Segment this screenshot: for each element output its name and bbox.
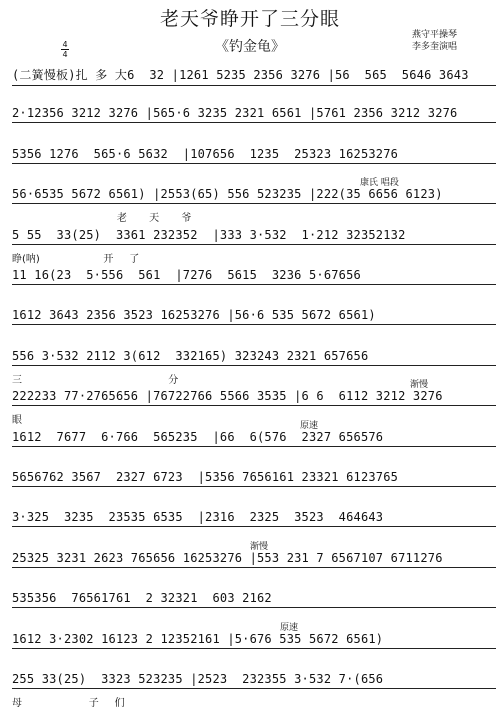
notation-line: 535356 76561761 2 32321 603 2162	[12, 591, 496, 608]
notation-line: 2·12356 3212 3276 |565·6 3235 2321 6561 |5761 2356 3212 3276	[12, 106, 496, 123]
notation-line: 5656762 3567 2327 6723 |5356 7656161 23321 6123765	[12, 470, 496, 487]
tempo-marking: 康氏 唱段	[360, 178, 399, 189]
score-line	[12, 268, 496, 298]
time-signature	[61, 40, 69, 59]
score-line	[12, 591, 496, 621]
tempo-marking: 原速	[300, 420, 319, 431]
lyric-line: 三 分	[12, 374, 179, 386]
notation-line: (二簧慢板)扎 多 大6 32 |1261 5235 2356 3276 |56 565 5646 3643	[12, 66, 496, 86]
notation-line: 1612 7677 6·766 565235 |66 6(576 2327 656576	[12, 430, 496, 447]
notation-line: 1612 3·2302 16123 2 12352161 |5·676 535 5672 6561)	[12, 632, 496, 649]
notation-line: 1612 3643 2356 3523 16253276 |56·6 535 5672 6561)	[12, 308, 496, 325]
lyric-line: 睁(呐) 开 了	[12, 253, 140, 265]
notation-line: 11 16(23 5·556 561 |7276 5615 3236 5·67656	[12, 268, 496, 285]
score-line	[12, 187, 496, 225]
notation-line: 5 55 33(25) 3361 232352 |333 3·532 1·212 32352132	[12, 228, 496, 245]
time-signature-bottom: 4	[62, 50, 68, 59]
lyric-line: 母 子 们	[12, 698, 125, 709]
time-signature-top: 4	[62, 40, 68, 49]
lyric-line: 老 天 爷	[12, 213, 192, 225]
notation-line: 25325 3231 2623 765656 16253276 |553 231 7 6567107 6711276	[12, 551, 496, 568]
score-line	[12, 106, 496, 136]
notation-line: 556 3·532 2112 3(612 332165) 323243 2321 657656	[12, 349, 496, 366]
notation-line: 222233 77·2765656 |76722766 5566 3535 |6 6 6112 3212 3276	[12, 389, 496, 406]
notation-line: 5356 1276 565·6 5632 |107656 1235 25323 16253276	[12, 147, 496, 164]
score-line	[12, 470, 496, 500]
notation-line: 3·325 3235 23535 6535 |2316 2325 3523 464643	[12, 510, 496, 527]
lyric-line: 眼	[12, 415, 22, 427]
notation-line: 255 33(25) 3323 523235 |2523 232355 3·532 7·(656	[12, 672, 496, 689]
opera-subtitle: 《钓金龟》	[215, 40, 285, 55]
score-line	[12, 672, 496, 709]
score-line	[12, 147, 496, 177]
tempo-marking: 原速	[280, 622, 299, 633]
score-line	[12, 632, 496, 662]
score-line	[12, 510, 496, 540]
score-line	[12, 308, 496, 338]
score-line	[12, 227, 496, 265]
score-line	[12, 551, 496, 581]
score-line	[12, 430, 496, 460]
page-title: 老天爷睁开了三分眼	[159, 9, 340, 30]
credit-accompanist: 燕守平操琴	[412, 30, 458, 40]
tempo-marking: 渐慢	[250, 541, 269, 552]
credit-singer: 李多奎演唱	[412, 42, 458, 52]
notation-line: 56·6535 5672 6561) |2553(65) 556 523235 |222(35 6656 6123)	[12, 187, 496, 204]
score-line	[12, 66, 496, 96]
tempo-marking: 渐慢	[410, 380, 429, 391]
